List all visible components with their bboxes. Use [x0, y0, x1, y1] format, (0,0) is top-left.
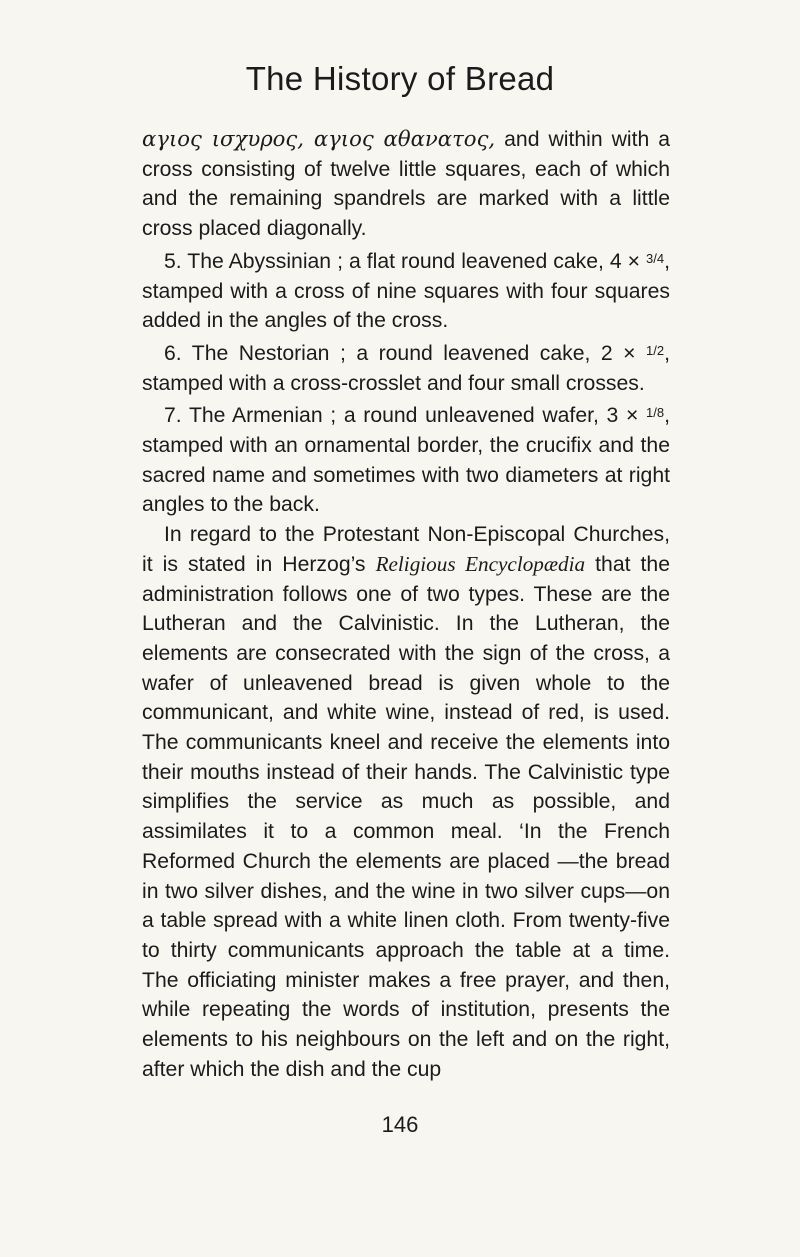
paragraph-armenian-text: , stamped with an ornamental border, the crucifix and the sacred name and sometimes with two diameters at right angles to the back. — [142, 404, 670, 517]
paragraph-protestant — [142, 520, 670, 1084]
paragraph-nestorian — [142, 336, 670, 398]
paragraph-protestant-lead: In regard to the Protestant Non-Episcopal Churches, it is stated in Herzog’s — [142, 523, 670, 576]
paragraph-armenian-lead: 7. The Armenian ; a round unleavened wafer, 3 × — [164, 404, 647, 428]
paragraph-abyssinian-lead: 5. The Abyssinian ; a flat round leavened cake, 4 × — [164, 249, 647, 273]
paragraph-nestorian-text: , stamped with a cross-crosslet and four small crosses. — [142, 341, 670, 395]
fraction: 1/2 — [646, 342, 665, 358]
paragraph-abyssinian — [142, 244, 670, 336]
running-title: The History of Bread — [245, 60, 555, 97]
paragraph-nestorian-lead: 6. The Nestorian ; a round leavened cake, 2 × — [164, 341, 647, 365]
body-text — [142, 124, 670, 1085]
paragraph-1 — [142, 124, 670, 244]
greek-phrase: αγιος ισχυρος, αγιος αθανατος, — [142, 126, 496, 151]
fraction: 1/8 — [646, 405, 665, 421]
fraction: 3/4 — [646, 250, 665, 266]
book-title-italic: Religious Encyclopædia — [375, 551, 586, 576]
paragraph-armenian — [142, 398, 670, 520]
paragraph-1-text: and within with a cross consisting of twelve little squares, each of which and the remaining spandrels are marked with a little cross placed diagonally. — [142, 128, 670, 241]
paragraph-abyssinian-text: , stamped with a cross of nine squares with four squares added in the angles of the cross. — [142, 249, 670, 333]
paragraph-protestant-text: that the administration follows one of two types. These are the Lutheran and the Calvinistic. In the Lutheran, the elements are consecrated with the sign of the cross, a wafer of unleavened bread is given whole to the communicant, and white wine, instead of red, is used. The communicants kneel and receive the elements into their mouths instead of their hands. The Calvinistic type simplifies the service as much as possible, and assimilates it to a common meal. ‘In the French Reformed Church the elements are placed —the bread in two silver dishes, and the wine in two silver cups—on a table spread with a white linen cloth. From twenty-five to thirty communicants approach the table at a time. The officiating minister makes a free prayer, and then, while repeating the words of institution, presents the elements to his neighbours on the left and on the right, after which the dish and the cup — [142, 552, 671, 1081]
page-number: 146 — [381, 1112, 419, 1137]
